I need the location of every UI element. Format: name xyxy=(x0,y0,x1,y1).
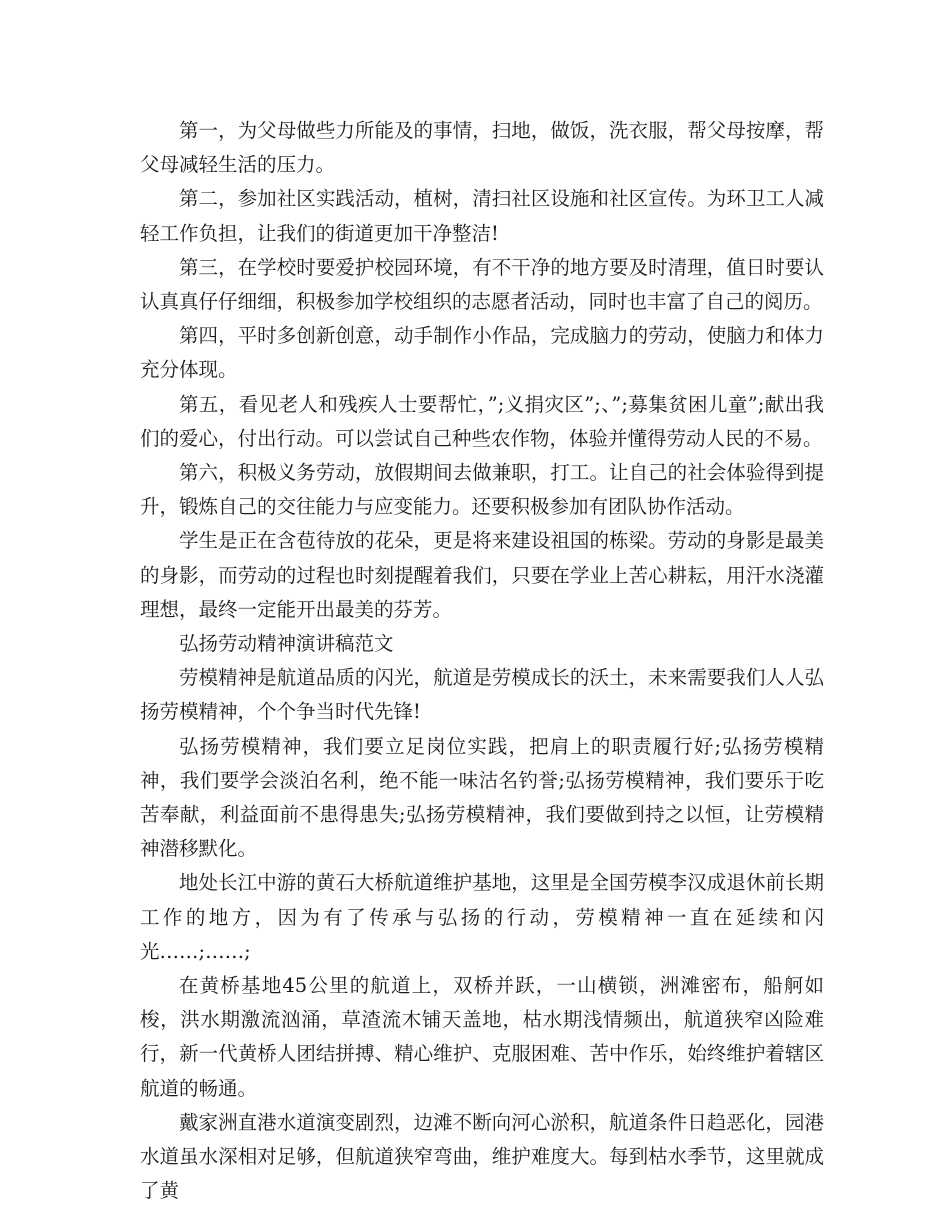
paragraph-8: 劳模精神是航道品质的闪光，航道是劳模成长的沃土，未来需要我们人人弘扬劳模精神，个个争当时代先锋! xyxy=(140,666,824,724)
paragraph-6: 第六，积极义务劳动，放假期间去做兼职，打工。让自己的社会体验得到提升，锻炼自己的交往能力与应变能力。还要积极参加有团队协作活动。 xyxy=(140,461,824,519)
paragraph-5: 第五，看见老人和残疾人士要帮忙，”;义捐灾区”;、”;募集贫困儿童”;献出我们的爱心，付出行动。可以尝试自己种些农作物，体验并懂得劳动人民的不易。 xyxy=(140,392,824,450)
paragraph-4: 第四，平时多创新创意，动手制作小作品，完成脑力的劳动，使脑力和体力充分体现。 xyxy=(140,324,824,382)
paragraph-9: 弘扬劳模精神，我们要立足岗位实践，把肩上的职责履行好;弘扬劳模精神，我们要学会淡泊名利，绝不能一味沽名钓誉;弘扬劳模精神，我们要乐于吃苦奉献，利益面前不患得患失;弘扬劳模精神，我们要做到持之以恒，让劳模精神潜移默化。 xyxy=(140,734,824,861)
paragraph-2: 第二，参加社区实践活动，植树，清扫社区设施和社区宣传。为环卫工人减轻工作负担，让我们的街道更加干净整洁! xyxy=(140,187,824,245)
paragraph-12: 戴家洲直港水道演变剧烈，边滩不断向河心淤积，航道条件日趋恶化，园港水道虽水深相对足够，但航道狭窄弯曲，维护难度大。每到枯水季节，这里就成了黄 xyxy=(140,1110,824,1203)
section-heading: 弘扬劳动精神演讲稿范文 xyxy=(179,632,394,656)
paragraph-3: 第三，在学校时要爱护校园环境，有不干净的地方要及时清理，值日时要认认真真仔仔细细，积极参加学校组织的志愿者活动，同时也丰富了自己的阅历。 xyxy=(140,255,824,314)
paragraph-1: 第一，为父母做些力所能及的事情，扫地，做饭，洗衣服，帮父母按摩，帮父母减轻生活的压力。 xyxy=(140,119,824,177)
paragraph-11: 在黄桥基地45公里的航道上，双桥并跃，一山横锁，洲滩密布，船舸如梭，洪水期激流汹涌，草渣流木铺天盖地，枯水期浅情频出，航道狭窄凶险难行，新一代黄桥人团结拼搏、精心维护、克服困难、苦中作乐，始终维护着辖区航道的畅通。 xyxy=(140,974,824,1100)
paragraph-7: 学生是正在含苞待放的花朵，更是将来建设祖国的栋梁。劳动的身影是最美的身影，而劳动的过程也时刻提醒着我们，只要在学业上苦心耕耘，用汗水浇灌理想，最终一定能开出最美的芬芳。 xyxy=(140,529,824,621)
document-body xyxy=(140,114,824,1209)
paragraph-10: 地处长江中游的黄石大桥航道维护基地，这里是全国劳模李汉成退休前长期工作的地方，因为有了传承与弘扬的行动，劳模精神一直在延续和闪光……;……; xyxy=(140,871,824,963)
